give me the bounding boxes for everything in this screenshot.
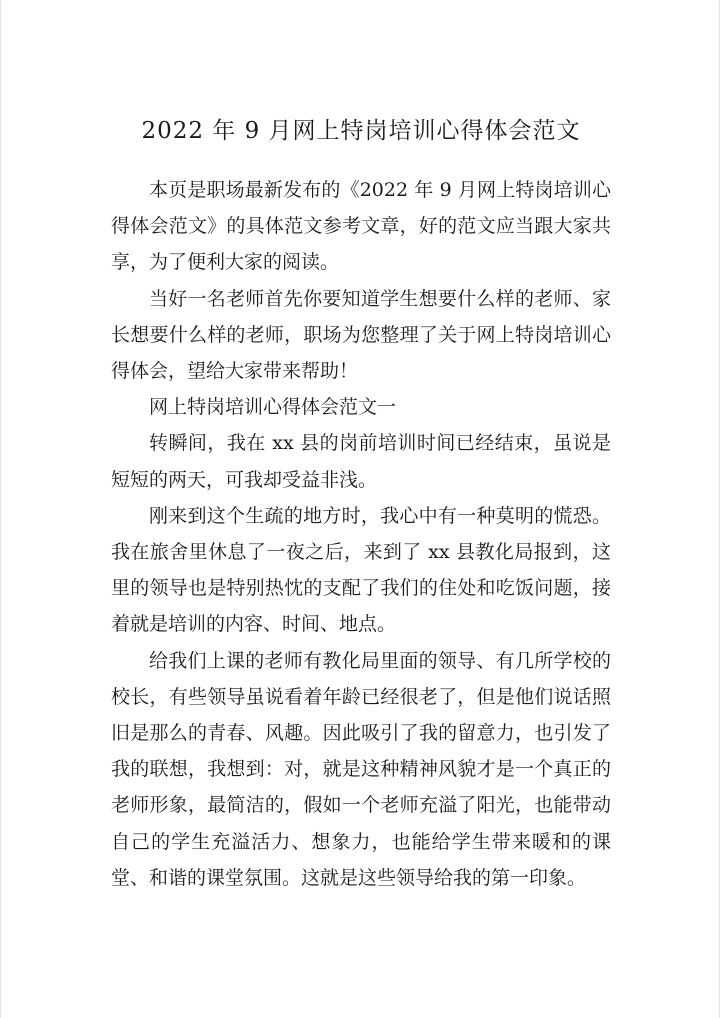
section-heading: 网上特岗培训心得体会范文一 xyxy=(149,396,397,419)
paragraph-intro: 本页是职场最新发布的《2022 年 9 月网上特岗培训心得体会范文》的具体范文参考文章，好的范文应当跟大家共享，为了便利大家的阅读。 xyxy=(111,179,611,274)
paragraph-2: 刚来到这个生疏的地方时，我心中有一种莫明的慌恐。我在旅舍里休息了一夜之后，来到了 xx 县教化局报到，这里的领导也是特别热忱的支配了我们的住处和吃饭问题，接着就是培训的内容、时间、地点。 xyxy=(111,504,611,636)
paragraph-3: 给我们上课的老师有教化局里面的领导、有几所学校的校长，有些领导虽说看着年龄已经很老了，但是他们说话照旧是那么的青春、风趣。因此吸引了我的留意力，也引发了我的联想，我想到：对，就是这种精神风貌才是一个真正的老师形象，最简洁的，假如一个老师充溢了阳光，也能带动自己的学生充溢活力、想象力，也能给学生带来暖和的课堂、和谐的课堂氛围。这就是这些领导给我的第一印象。 xyxy=(111,649,611,889)
paragraph-1: 转瞬间，我在 xx 县的岗前培训时间已经结束，虽说是短短的两天，可我却受益非浅。 xyxy=(111,432,611,491)
document-body xyxy=(111,172,611,896)
paragraph-lead: 当好一名老师首先你要知道学生想要什么样的老师、家长想要什么样的老师，职场为您整理了关于网上特岗培训心得体会，望给大家带来帮助！ xyxy=(111,287,611,383)
document-title: 2022 年 9 月网上特岗培训心得体会范文 xyxy=(141,118,581,144)
